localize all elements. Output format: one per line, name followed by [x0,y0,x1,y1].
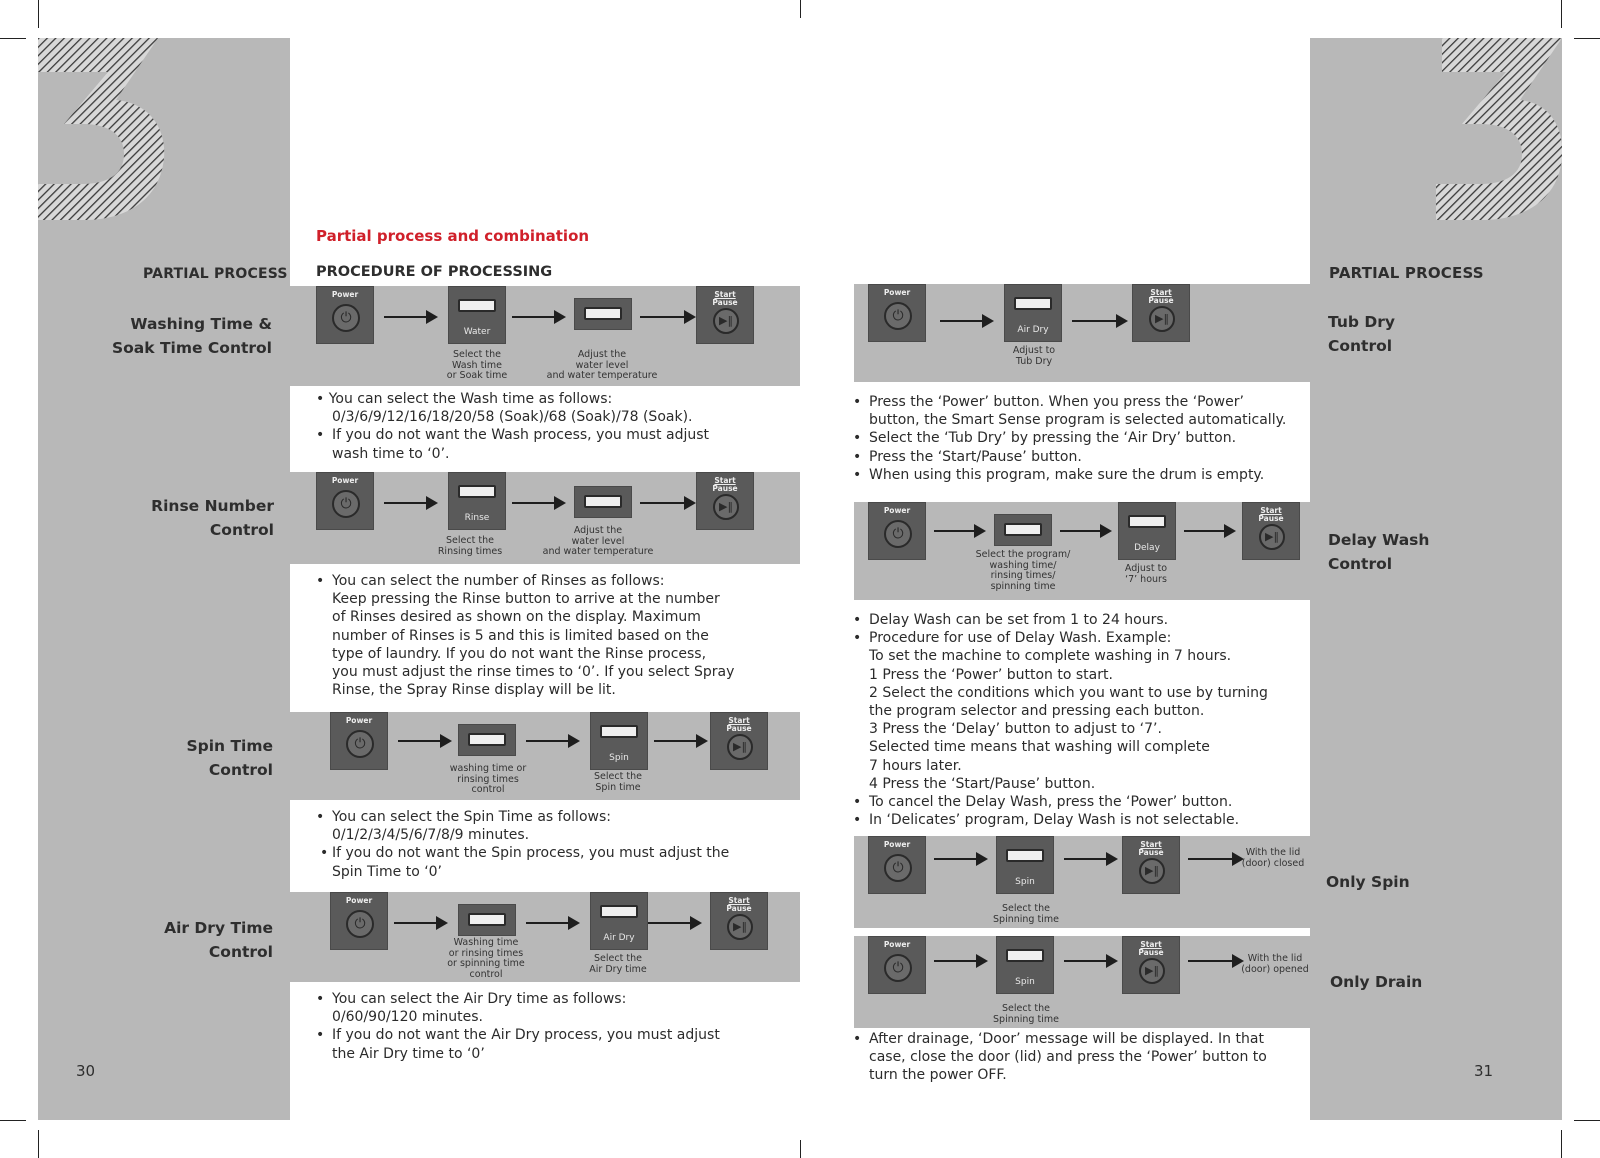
step-caption: washing time or rinsing times control [449,763,527,795]
section-label-wash: Washing Time & Soak Time Control [112,315,272,357]
crop-mark [800,1140,801,1158]
step-caption: Adjust to Tub Dry [1012,345,1056,367]
wash-description: • You can select the Wash time as follows: 0/3/6/9/12/16/18/20/58 (Soak)/68 (Soak)/78 (Soak). • If you do not want the Wash process, you must adjust wash time to ‘0’. [316,390,786,463]
display-slot-icon [1014,297,1052,310]
flow-arrow [1060,530,1110,532]
flow-arrow [640,502,694,504]
sidebar-heading: PARTIAL PROCESS [143,266,288,282]
step-caption: Select the program/ washing time/ rinsing times/ spinning time [975,549,1071,592]
display-slot-icon [1006,849,1044,862]
flow-arrow [934,858,986,860]
flow-arrow [526,740,578,742]
crop-mark [1561,1130,1562,1158]
step-caption: Adjust the water level and water temperature [546,349,658,381]
play-pause-icon: ▶‖ [1139,858,1165,884]
flow-arrow [384,502,436,504]
crop-mark [1574,38,1600,39]
flow-arrow [648,922,700,924]
start-pause-button[interactable]: Start Pause ▶‖ [1122,836,1180,894]
display-slot-icon [584,495,622,508]
power-icon: ⏻ [884,302,912,330]
air-dry-button[interactable]: Air Dry [1004,284,1062,342]
crop-mark [38,1130,39,1158]
crop-mark [0,1120,26,1121]
program-select-button[interactable] [994,514,1052,546]
play-pause-icon: ▶‖ [1259,524,1285,550]
rinse-button[interactable]: Rinse [448,472,506,530]
start-pause-button[interactable]: Start Pause ▶‖ [1242,502,1300,560]
flow-arrow [1184,530,1234,532]
delay-description: • Delay Wash can be set from 1 to 24 hours. • Procedure for use of Delay Wash. Example: To set the machine to complete washing in 7 hours. 1 Press the ‘Power’ button to start. 2 Select the conditions which you want to use by turning the program selector and pressing each button. 3 Press the ‘Delay’ button to adjust to ‘7’. Selected time means that washing will complete 7 hours later. 4 Press the ‘Start/Pause’ button. • To cancel the Delay Wash, press the ‘Power’ button. • In ‘Delicates’ program, Delay Wash is not selectable. [853,611,1309,829]
start-pause-button[interactable]: Start Pause ▶‖ [1122,936,1180,994]
power-button[interactable]: Power ⏻ [868,836,926,894]
power-button[interactable]: Power ⏻ [868,502,926,560]
air-dry-button[interactable]: Air Dry [590,892,648,950]
play-pause-icon: ▶‖ [1149,306,1175,332]
airdry-description: • You can select the Air Dry time as follows: 0/60/90/120 minutes. • If you do not want the Air Dry process, you must adjust the Air Dry time to ‘0’ [316,990,796,1063]
chapter-number-graphic [38,38,168,220]
delay-button[interactable]: Delay [1118,502,1176,560]
rinse-procedure-strip [290,472,800,564]
start-pause-button[interactable]: Start Pause ▶‖ [710,892,768,950]
flow-arrow [934,530,984,532]
washing-time-button[interactable] [458,724,516,756]
power-button[interactable]: Power ⏻ [868,284,926,342]
power-icon: ⏻ [346,910,374,938]
section-label-delay: Delay Wash Control [1328,531,1430,573]
power-icon: ⏻ [332,304,360,332]
display-slot-icon [600,905,638,918]
power-button[interactable]: Power ⏻ [868,936,926,994]
water-level-button[interactable] [574,298,632,330]
flow-arrow [1064,960,1116,962]
flow-arrow [1188,960,1242,962]
rinse-description: • You can select the number of Rinses as follows: Keep pressing the Rinse button to arrive at the number of Rinses desired as shown on the display. Maximum number of Rinses is 5 and this is limited based on the type of laundry. If you do not want the Rinse process, you must adjust the rinse times to ‘0’. If you select Spray Rinse, the Spray Rinse display will be lit. [316,572,796,699]
flow-arrow [654,740,706,742]
step-caption: Adjust to ‘7’ hours [1124,563,1168,585]
display-slot-icon [1004,523,1042,536]
play-pause-icon: ▶‖ [727,734,753,760]
start-pause-button[interactable]: Start Pause ▶‖ [696,286,754,344]
crop-mark [1561,0,1562,28]
spin-description: • You can select the Spin Time as follows: 0/1/2/3/4/5/6/7/8/9 minutes. • If you do not want the Spin process, you must adjust the Spin Time to ‘0’ [316,808,796,881]
page-number: 31 [1474,1062,1494,1080]
display-slot-icon [468,733,506,746]
spin-button[interactable]: Spin [996,836,1054,894]
section-label-onlyspin: Only Spin [1326,873,1410,891]
water-level-button[interactable] [574,486,632,518]
section-label-airdry: Air Dry Time Control [164,919,273,961]
play-pause-icon: ▶‖ [1139,958,1165,984]
step-caption: Washing time or rinsing times or spinning time control [447,937,525,980]
onlydrain-procedure-strip [854,936,1310,1028]
step-caption: Select the Spinning time [993,903,1059,925]
chapter-number-graphic [1432,38,1562,220]
flow-arrow [526,922,578,924]
crop-mark [0,38,26,39]
washing-time-button[interactable] [458,904,516,936]
flow-arrow [394,922,446,924]
display-slot-icon [1128,515,1166,528]
delay-procedure-strip [854,502,1310,600]
lid-note: With the lid (door) opened [1241,953,1309,975]
flow-arrow [1064,858,1116,860]
section-label-tubdry: Tub Dry Control [1328,313,1396,355]
display-slot-icon [468,913,506,926]
power-icon: ⏻ [884,520,912,548]
start-pause-button[interactable]: Start Pause ▶‖ [1132,284,1190,342]
power-icon: ⏻ [884,854,912,882]
flow-arrow [398,740,450,742]
section-label-spin: Spin Time Control [186,737,273,779]
power-icon: ⏻ [332,490,360,518]
flow-arrow [512,502,564,504]
power-button[interactable]: Power ⏻ [330,892,388,950]
power-button[interactable]: Power ⏻ [316,286,374,344]
play-pause-icon: ▶‖ [713,308,739,334]
section-label-rinse: Rinse Number Control [151,497,274,539]
water-button[interactable]: Water [448,286,506,344]
section-label-onlydrain: Only Drain [1330,973,1423,991]
play-pause-icon: ▶‖ [727,914,753,940]
flow-arrow [1188,858,1242,860]
step-caption: Adjust the water level and water temperature [542,525,654,557]
display-slot-icon [600,725,638,738]
step-caption: Select the Air Dry time [589,953,647,975]
spin-button[interactable]: Spin [590,712,648,770]
power-icon: ⏻ [884,954,912,982]
power-icon: ⏻ [346,730,374,758]
onlyspin-procedure-strip [854,836,1310,928]
flow-arrow [940,320,992,322]
procedure-heading: PROCEDURE OF PROCESSING [316,264,553,280]
display-slot-icon [458,485,496,498]
play-pause-icon: ▶‖ [713,494,739,520]
flow-arrow [512,316,564,318]
spin-procedure-strip [290,712,800,800]
step-caption: Select the Spinning time [993,1003,1059,1025]
step-caption: Select the Rinsing times [437,535,503,557]
flow-arrow [1072,320,1126,322]
onlydrain-description: • After drainage, ‘Door’ message will be displayed. In that case, close the door (lid) and press the ‘Power’ button to turn the power OFF. [853,1030,1309,1085]
display-slot-icon [1006,949,1044,962]
tubdry-description: • Press the ‘Power’ button. When you press the ‘Power’ button, the Smart Sense program is selected automatically. • Select the ‘Tub Dry’ by pressing the ‘Air Dry’ button. • Press the ‘Start/Pause’ button. • When using this program, make sure the drum is empty. [853,393,1309,484]
airdry-procedure-strip [290,892,800,982]
display-slot-icon [458,299,496,312]
section-title: Partial process and combination [316,227,590,245]
crop-mark [38,0,39,28]
spin-button[interactable]: Spin [996,936,1054,994]
crop-mark [1574,1120,1600,1121]
power-button[interactable]: Power ⏻ [316,472,374,530]
wash-procedure-strip [290,286,800,386]
flow-arrow [934,960,986,962]
step-caption: Select the Spin time [594,771,642,793]
display-slot-icon [584,307,622,320]
start-pause-button[interactable]: Start Pause ▶‖ [696,472,754,530]
power-button[interactable]: Power ⏻ [330,712,388,770]
flow-arrow [640,316,694,318]
step-caption: Select the Wash time or Soak time [446,349,508,381]
page-number: 30 [76,1062,96,1080]
sidebar-heading: PARTIAL PROCESS [1329,264,1484,282]
start-pause-button[interactable]: Start Pause ▶‖ [710,712,768,770]
lid-note: With the lid (door) closed [1241,847,1305,869]
tubdry-procedure-strip [854,284,1310,382]
crop-mark [800,0,801,18]
flow-arrow [384,316,436,318]
